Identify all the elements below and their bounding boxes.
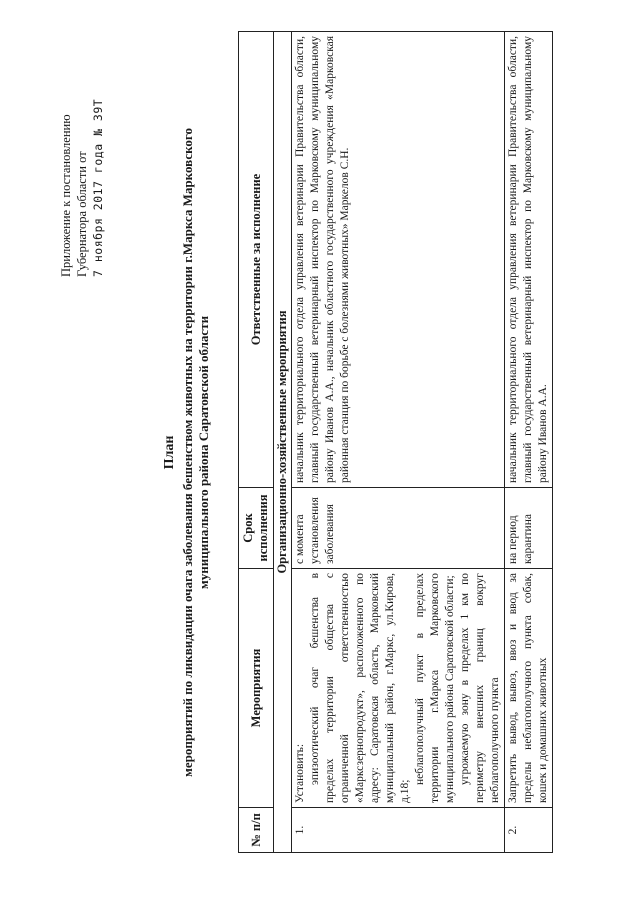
row-responsible: начальник территориального отдела управления ветеринарии Правительства области, главный государственный ветеринарный инспектор по Марковскому муниципальному району Иванов А.А.	[505, 32, 553, 488]
table-row	[292, 32, 505, 853]
row-term: с момента установления заболевания	[292, 488, 505, 569]
header-num: № п/п	[239, 808, 274, 853]
title-plan: План	[162, 435, 177, 470]
approval-line-1: Приложение к постановлению	[59, 114, 73, 277]
row-num: 2.	[505, 808, 553, 853]
header-term: Срок исполнения	[239, 488, 274, 569]
row-num: 1.	[292, 808, 505, 853]
section-row	[274, 32, 292, 853]
measure-item: эпизоотический очаг бешенства в пределах территории общества с ограниченной ответственностью «Марксзернопродукт», расположенного по адресу: Саратовская область, Марковский муниципальный район, г.Маркс, ул.Кирова, д.18;	[309, 573, 411, 803]
table-row	[505, 32, 553, 853]
header-measures: Мероприятия	[239, 569, 274, 808]
row-term: на период карантина	[505, 488, 553, 569]
approval-stamp	[58, 37, 106, 277]
row-responsible: начальник территориального отдела управления ветеринарии Правительства области, главный государственный ветеринарный инспектор по Марковскому муниципальному району Иванов А.А., начальник областного государственного учреждения «Марковская районная станция по борьбе с болезнями животных» Маркелов С.Н.	[292, 32, 505, 488]
measure-intro: Установить:	[294, 743, 306, 803]
section-title: Организационно-хозяйственные мероприятия	[274, 32, 292, 853]
document-title	[162, 40, 212, 865]
approval-date: 7 ноября 2017 года № 39Т	[91, 98, 105, 277]
measure-item: неблагополучный пункт в пределах территории г.Маркса Марковского муниципального района Саратовской области;	[414, 573, 456, 803]
row-measure: Запретить вывод, вывоз, ввоз и ввод за пределы неблагополучного пункта собак, кошек и домашних животных	[505, 569, 553, 808]
approval-line-2: Губернатора области от	[75, 151, 89, 277]
title-line-2: муниципального района Саратовской области	[196, 315, 211, 590]
row-measure	[292, 569, 505, 808]
table-header-row	[239, 32, 274, 853]
plan-table	[238, 31, 553, 853]
measure-item: угрожаемую зону в пределах 1 км по периметру внешних границ вокруг неблагополучного пункта	[459, 573, 501, 803]
header-responsible: Ответственные за исполнение	[239, 32, 274, 488]
title-line-1: мероприятий по ликвидации очага заболевания бешенством животных на территории г.Маркса Марковского	[180, 127, 195, 778]
